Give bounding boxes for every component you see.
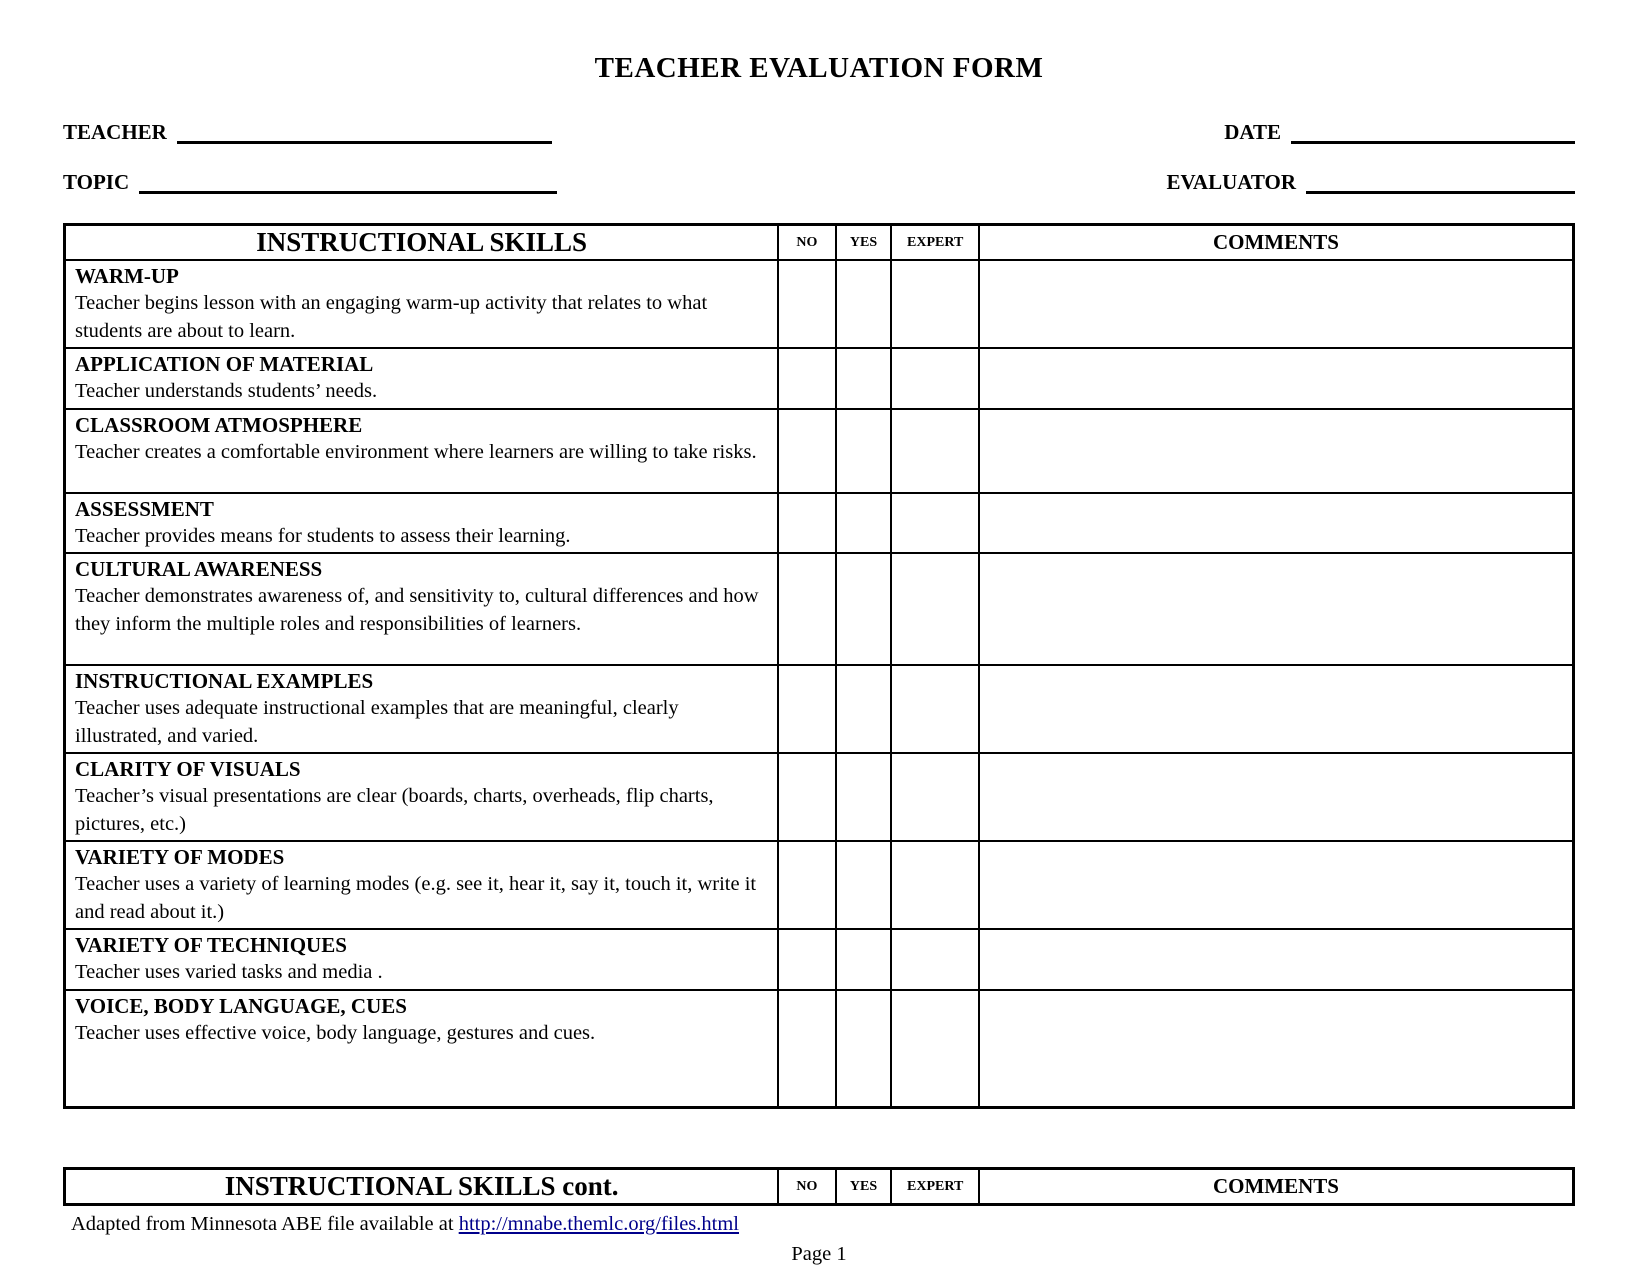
no-cell[interactable] — [778, 553, 835, 665]
evaluator-label: EVALUATOR — [1166, 170, 1296, 195]
table-row-clarity-of-visuals — [65, 753, 1574, 841]
column-header-no: NO — [778, 225, 835, 261]
comments-cell[interactable] — [979, 409, 1574, 493]
column-header-yes: YES — [836, 1169, 892, 1205]
expert-cell[interactable] — [891, 409, 979, 493]
skill-title: VOICE, BODY LANGUAGE, CUES — [75, 993, 407, 1018]
skill-description: Teacher provides means for students to assess their learning. — [75, 524, 571, 547]
table-header-row — [65, 225, 1574, 261]
topic-input-line[interactable] — [139, 176, 557, 194]
table-row-classroom-atmosphere — [65, 409, 1574, 493]
no-cell[interactable] — [778, 990, 835, 1108]
comments-cell[interactable] — [979, 493, 1574, 554]
table-row-assessment — [65, 493, 1574, 554]
teacher-input-line[interactable] — [177, 126, 552, 144]
credit-line — [63, 1213, 1575, 1236]
comments-cell[interactable] — [979, 260, 1574, 348]
comments-cell[interactable] — [979, 665, 1574, 753]
expert-cell[interactable] — [891, 990, 979, 1108]
expert-cell[interactable] — [891, 841, 979, 929]
yes-cell[interactable] — [836, 493, 892, 554]
yes-cell[interactable] — [836, 409, 892, 493]
skill-description: Teacher demonstrates awareness of, and sensitivity to, cultural differences and how they inform the multiple roles and responsibilities of learners. — [75, 585, 759, 635]
date-field — [1224, 121, 1575, 144]
column-header-yes: YES — [836, 225, 892, 261]
evaluator-field — [1166, 171, 1575, 194]
credit-text: Adapted from Minnesota ABE file available at — [71, 1213, 454, 1236]
date-label: DATE — [1224, 120, 1281, 144]
expert-cell[interactable] — [891, 753, 979, 841]
expert-cell[interactable] — [891, 493, 979, 554]
skill-title: VARIETY OF MODES — [75, 845, 285, 870]
column-header-expert: EXPERT — [891, 1169, 979, 1205]
no-cell[interactable] — [778, 841, 835, 929]
field-row-teacher-date — [63, 121, 1575, 144]
expert-cell[interactable] — [891, 348, 979, 409]
yes-cell[interactable] — [836, 929, 892, 990]
column-header-comments: COMMENTS — [979, 225, 1574, 261]
table-row-voice-body-language-cues — [65, 990, 1574, 1108]
skill-title: VARIETY OF TECHNIQUES — [75, 933, 347, 958]
credit-link[interactable]: http://mnabe.themlc.org/files.html — [458, 1213, 740, 1236]
no-cell[interactable] — [778, 493, 835, 554]
skill-title: WARM-UP — [75, 264, 179, 289]
skill-title: ASSESSMENT — [75, 496, 214, 521]
page-number: Page 1 — [791, 1243, 847, 1266]
table-row-warm-up — [65, 260, 1574, 348]
skill-description: Teacher begins lesson with an engaging warm-up activity that relates to what students are about to learn. — [75, 292, 708, 342]
column-header-expert: EXPERT — [891, 225, 979, 261]
table-cont-title: INSTRUCTIONAL SKILLS cont. — [65, 1169, 779, 1205]
table-title: INSTRUCTIONAL SKILLS — [65, 225, 779, 261]
skill-title: CLASSROOM ATMOSPHERE — [75, 412, 363, 437]
yes-cell[interactable] — [836, 665, 892, 753]
table-row-instructional-examples — [65, 665, 1574, 753]
no-cell[interactable] — [778, 260, 835, 348]
skill-description: Teacher uses a variety of learning modes (e.g. see it, hear it, say it, touch it, write it and read about it.) — [75, 873, 757, 923]
yes-cell[interactable] — [836, 841, 892, 929]
comments-cell[interactable] — [979, 990, 1574, 1108]
skill-title: CULTURAL AWARENESS — [75, 557, 323, 582]
column-header-no: NO — [778, 1169, 835, 1205]
comments-cell[interactable] — [979, 841, 1574, 929]
table-row-application-of-material — [65, 348, 1574, 409]
topic-field — [63, 171, 557, 194]
yes-cell[interactable] — [836, 990, 892, 1108]
teacher-field — [63, 121, 552, 144]
no-cell[interactable] — [778, 929, 835, 990]
skill-description: Teacher uses effective voice, body language, gestures and cues. — [75, 1021, 596, 1044]
yes-cell[interactable] — [836, 348, 892, 409]
yes-cell[interactable] — [836, 260, 892, 348]
expert-cell[interactable] — [891, 553, 979, 665]
field-row-topic-evaluator — [63, 171, 1575, 194]
expert-cell[interactable] — [891, 929, 979, 990]
comments-cell[interactable] — [979, 553, 1574, 665]
no-cell[interactable] — [778, 665, 835, 753]
comments-cell[interactable] — [979, 929, 1574, 990]
skill-description: Teacher understands students’ needs. — [75, 380, 378, 403]
topic-label: TOPIC — [63, 170, 130, 195]
skill-title: INSTRUCTIONAL EXAMPLES — [75, 669, 374, 694]
no-cell[interactable] — [778, 409, 835, 493]
yes-cell[interactable] — [836, 753, 892, 841]
expert-cell[interactable] — [891, 665, 979, 753]
evaluator-input-line[interactable] — [1306, 176, 1575, 194]
skill-description: Teacher uses adequate instructional examples that are meaningful, clearly illustrated, and varied. — [75, 697, 679, 747]
comments-cell[interactable] — [979, 753, 1574, 841]
table-header-row — [65, 1169, 1574, 1205]
expert-cell[interactable] — [891, 260, 979, 348]
table-row-cultural-awareness — [65, 553, 1574, 665]
no-cell[interactable] — [778, 348, 835, 409]
date-input-line[interactable] — [1291, 126, 1575, 144]
skill-description: Teacher’s visual presentations are clear (boards, charts, overheads, flip charts, pictures, etc.) — [75, 785, 714, 835]
table-row-variety-of-techniques — [65, 929, 1574, 990]
skill-title: APPLICATION OF MATERIAL — [75, 352, 374, 377]
page-title: TEACHER EVALUATION FORM — [594, 52, 1044, 84]
teacher-label: TEACHER — [63, 120, 167, 144]
skill-title: CLARITY OF VISUALS — [75, 757, 301, 782]
yes-cell[interactable] — [836, 553, 892, 665]
instructional-skills-cont-table — [63, 1167, 1575, 1206]
instructional-skills-table — [63, 223, 1575, 1109]
column-header-comments: COMMENTS — [979, 1169, 1574, 1205]
table-row-variety-of-modes — [65, 841, 1574, 929]
skill-description: Teacher uses varied tasks and media . — [75, 961, 383, 984]
no-cell[interactable] — [778, 753, 835, 841]
comments-cell[interactable] — [979, 348, 1574, 409]
skill-description: Teacher creates a comfortable environment where learners are willing to take risks. — [75, 440, 757, 463]
